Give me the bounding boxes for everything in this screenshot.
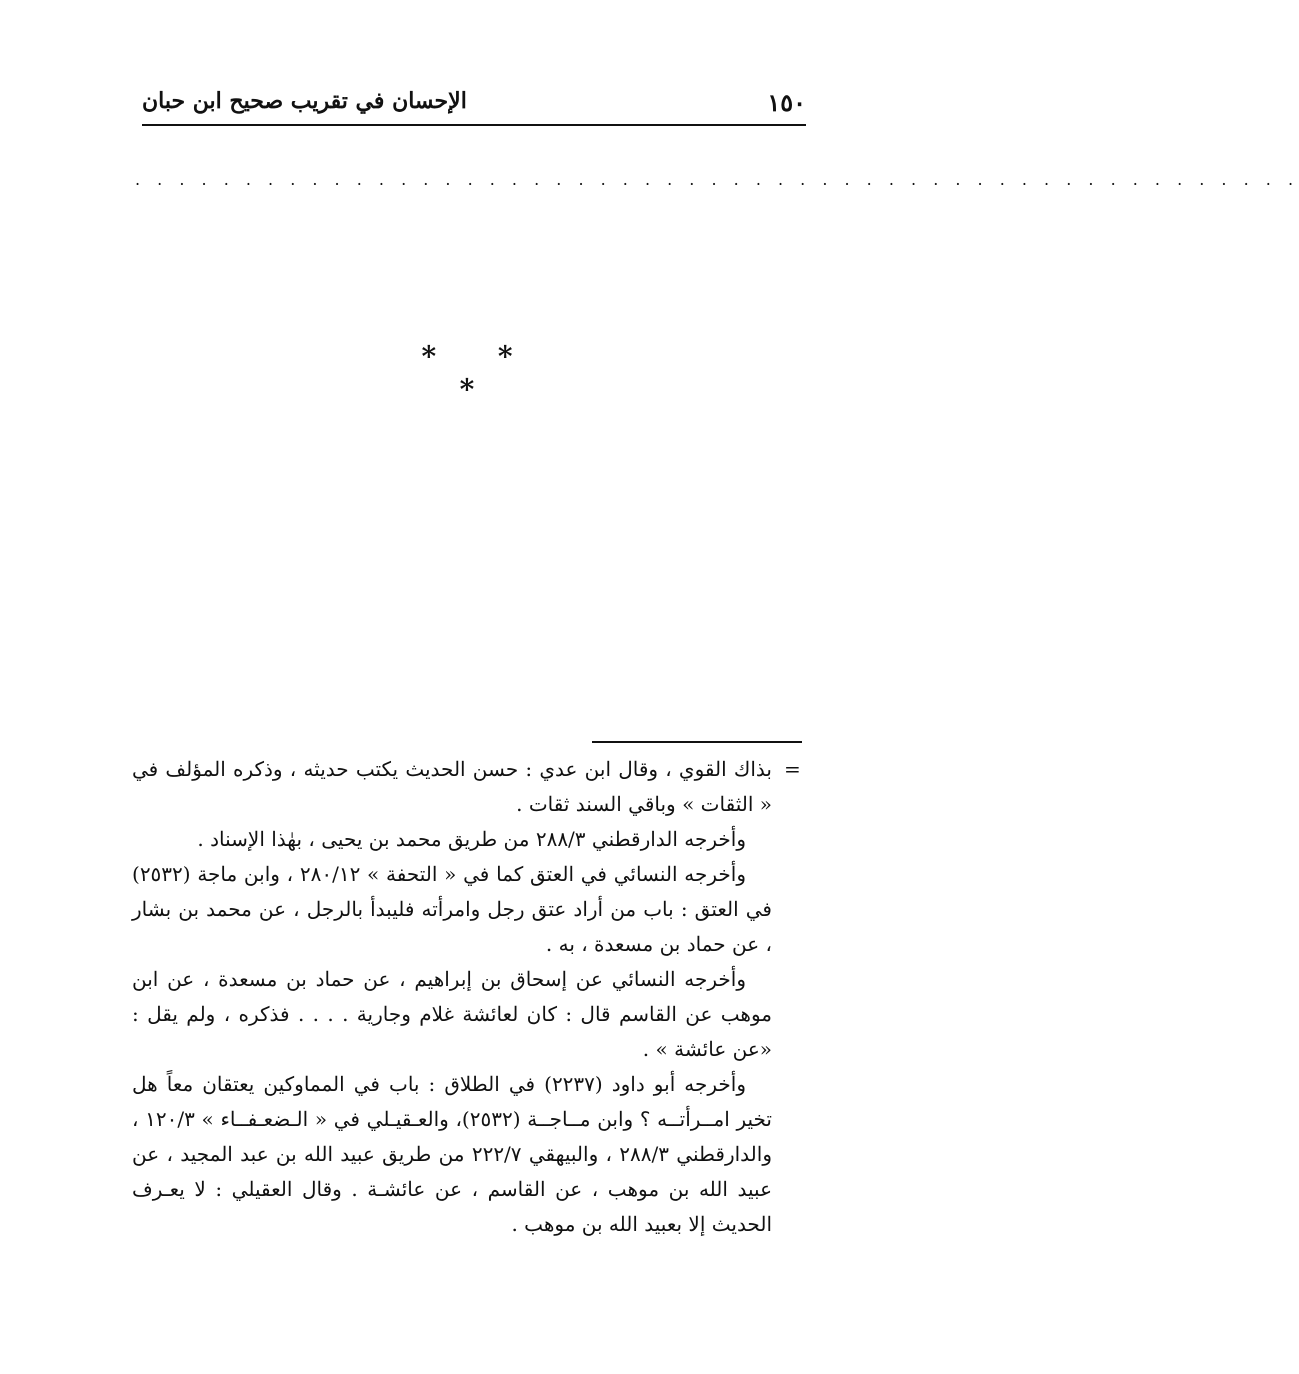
dotted-line: . . . . . . . . . . . . . . . . . . . . . . . . . . . . . . . . . . . . . . . . . . . . . . . . . . . . . — [135, 170, 1299, 189]
footnote-rule — [592, 741, 802, 743]
footnotes — [132, 752, 772, 1242]
page-header — [142, 82, 806, 122]
footnote-paragraph: وأخرجه النسائي في العتق كما في « التحفة » ٢٨٠/١٢ ، وابن ماجة (٢٥٣٢) في العتق : باب من أراد عتق رجل وامرأته فليبدأ بالرجل ، عن محمد بن بشار ، عن حماد بن مسعدة ، به . — [132, 862, 772, 956]
footnote-paragraph: وأخرجه أبو داود (٢٢٣٧) في الطلاق : باب في المماوكين يعتقان معاً هل تخير امــرأتــه ؟ وابن مــاجــة (٢٥٣٢)، والعـقيـلي في « الـضعـفــاء » ١٢٠/٣ ، والدارقطني ٢٨٨/٣ ، والبيهقي ٢٢٢/٧ من طريق عبيد الله بن عبد المجيد ، عن عبيد الله بن موهب ، عن القاسم ، عن عائشـة . وقال العقيلي : لا يعـرف الحديث إلا بعبيد الله بن موهب . — [132, 1072, 772, 1236]
book-title: الإحسان في تقريب صحيح ابن حبان — [142, 88, 467, 114]
header-rule — [142, 124, 806, 126]
footnote-paragraph: بذاك القوي ، وقال ابن عدي : حسن الحديث يكتب حديثه ، وذكره المؤلف في « الثقات » وباقي السند ثقات . — [132, 757, 772, 816]
footnote-paragraph: وأخرجه النسائي عن إسحاق بن إبراهيم ، عن حماد بن مسعدة ، عن ابن موهب عن القاسم قال : كان لعائشة غلام وجارية . . . . فذكره ، ولم يقل : «عن عائشة » . — [132, 967, 772, 1061]
page-number: ١٥٠ — [767, 88, 806, 117]
continuation-mark: = — [784, 757, 801, 781]
footnote-paragraph: وأخرجه الدارقطني ٢٨٨/٣ من طريق محمد بن يحيى ، بهٰذا الإسناد . — [197, 827, 746, 851]
section-separator: * * * — [421, 340, 539, 406]
